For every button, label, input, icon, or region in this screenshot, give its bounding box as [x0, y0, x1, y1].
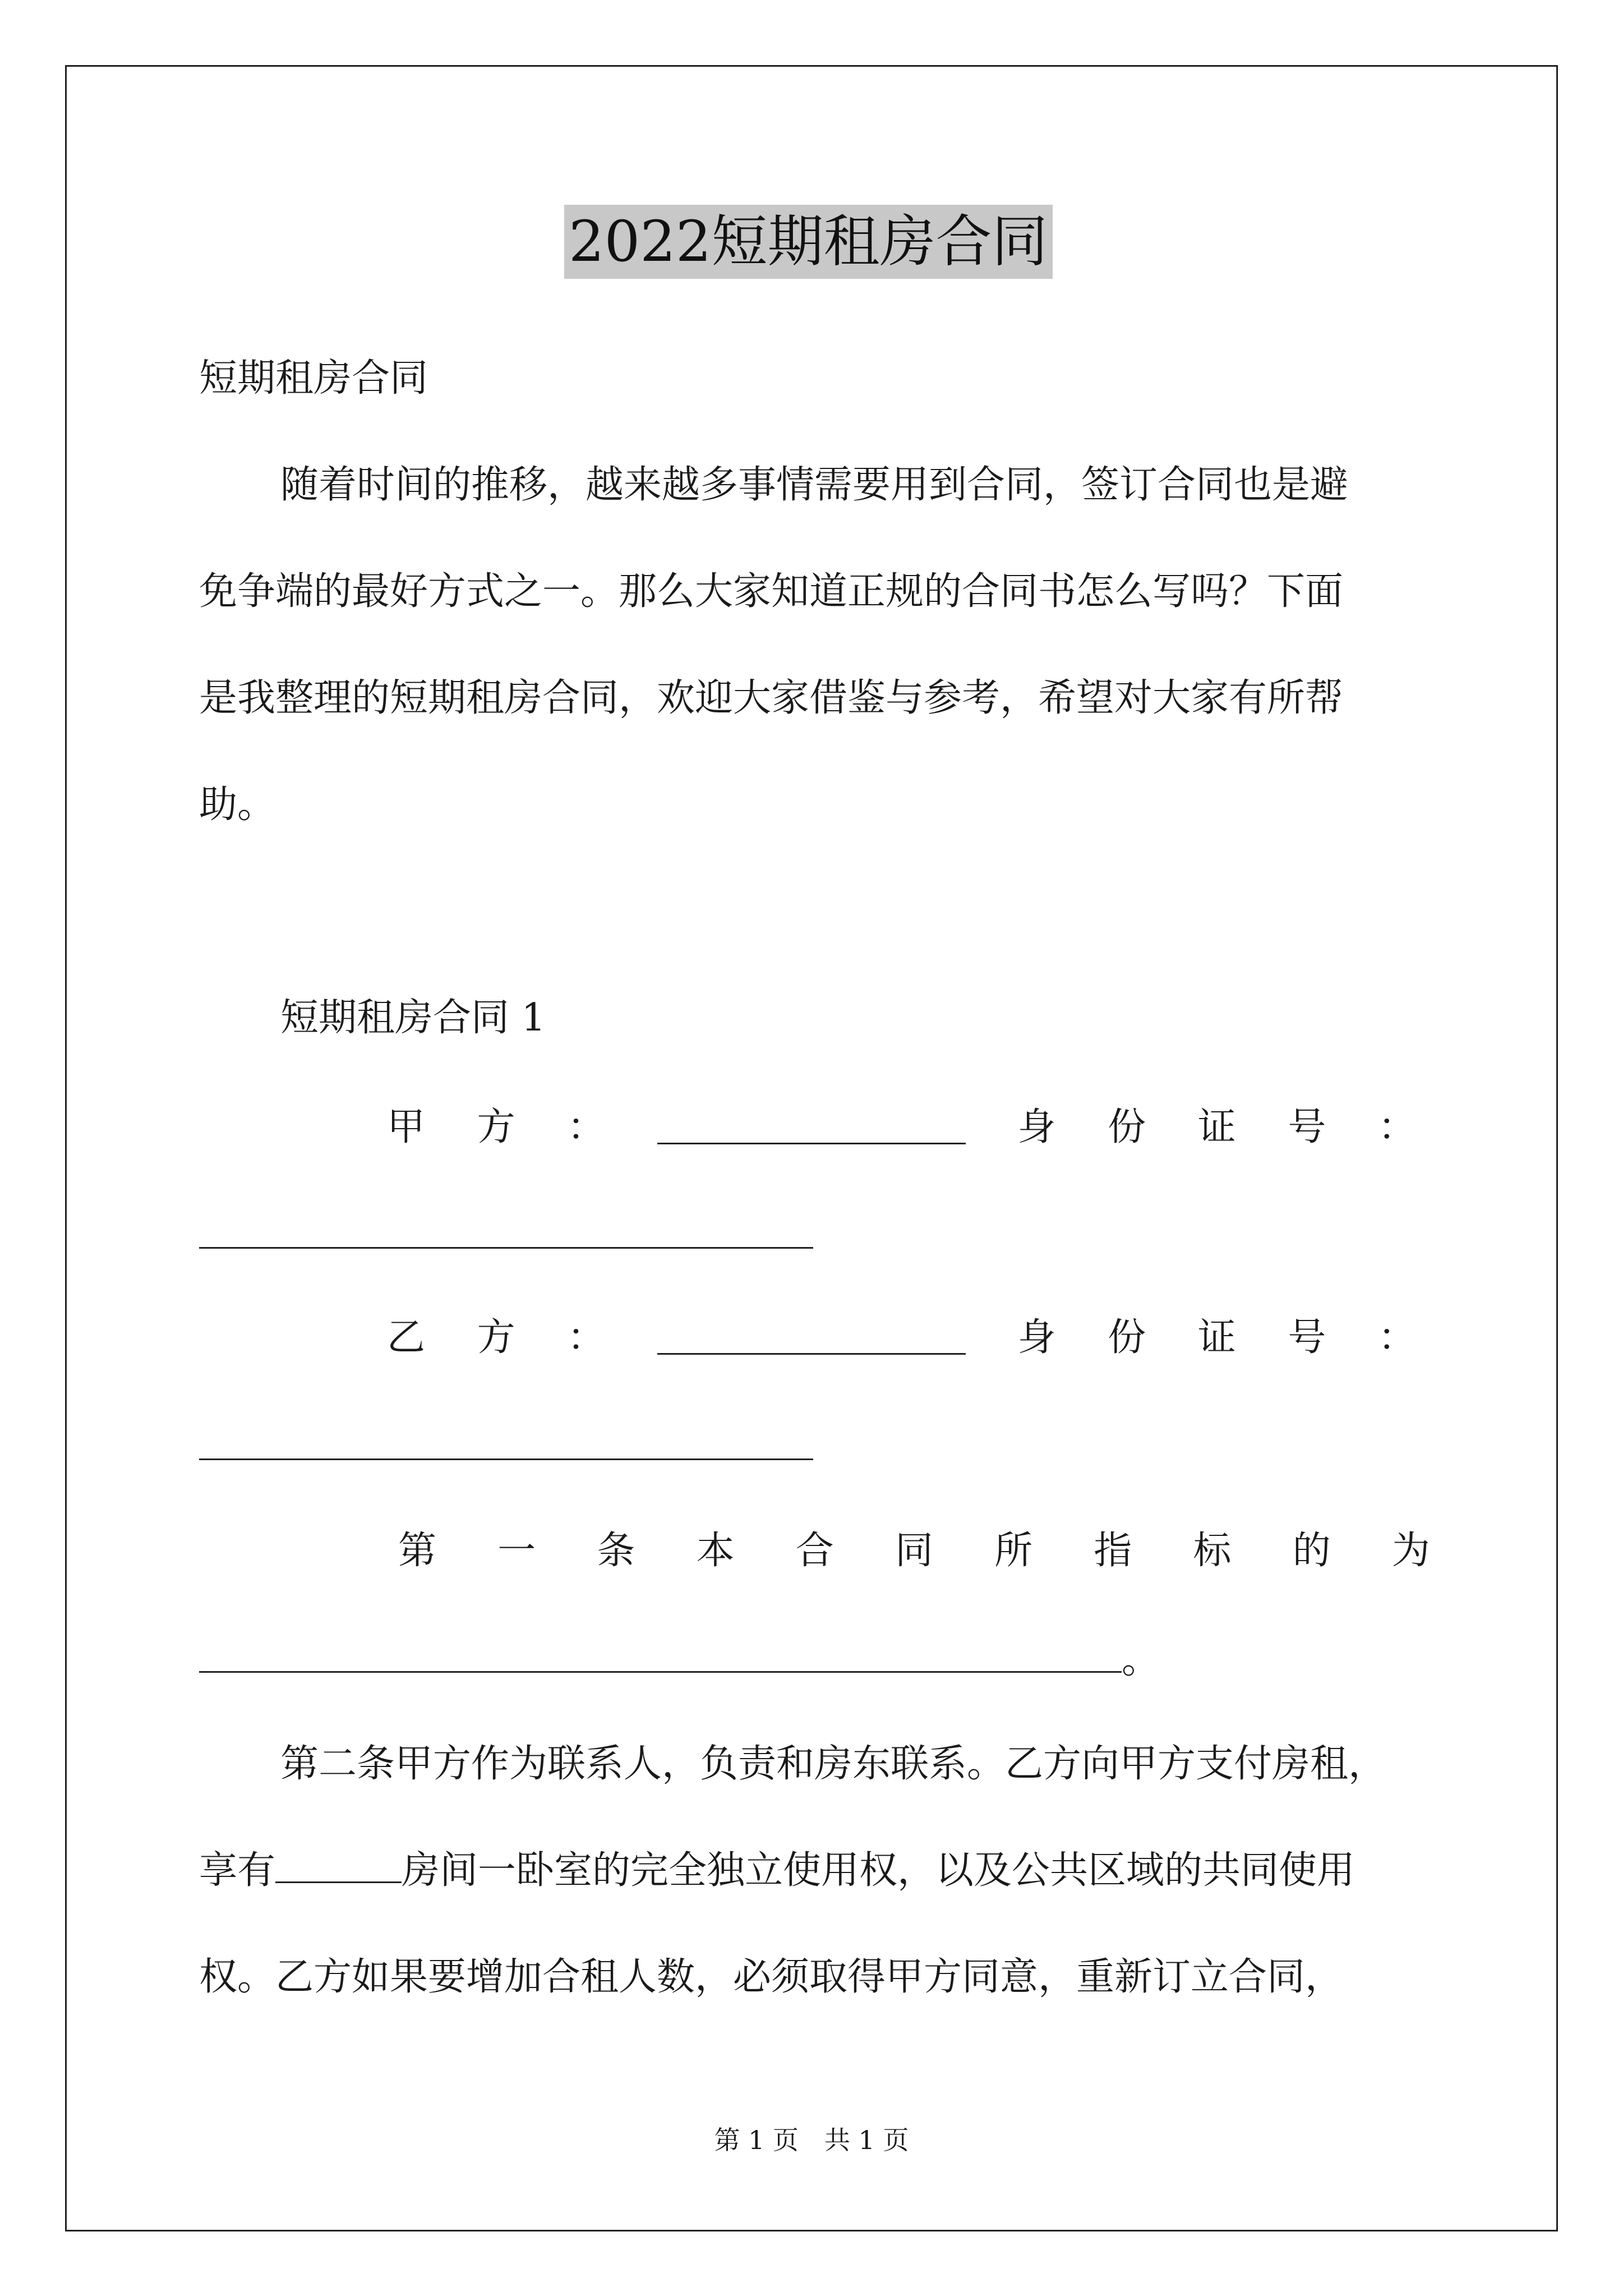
party-b-id-blank	[199, 1458, 813, 1460]
intro-line-4: 助。	[199, 783, 276, 827]
party-b-char: ：	[1377, 1315, 1416, 1360]
party-a-char: 号	[1288, 1105, 1326, 1149]
article-1-char: 第	[398, 1529, 437, 1573]
party-a-name-blank	[657, 1111, 966, 1144]
article-2-line-3: 权。乙方如果要增加合租人数，必须取得甲方同意，重新订立合同，	[199, 1955, 1344, 1999]
page-footer: 第 1 页 共 1 页	[714, 2125, 909, 2155]
article-1-char: 本	[696, 1529, 735, 1573]
subtitle: 短期租房合同	[199, 356, 428, 401]
intro-line-1: 随着时间的推移，越来越多事情需要用到合同，签订合同也是避	[280, 463, 1349, 507]
contract-heading: 短期租房合同 1	[280, 996, 546, 1040]
party-a-char: 份	[1108, 1105, 1146, 1149]
article-2-line-1: 第二条甲方作为联系人，负责和房东联系。乙方向甲方支付房租，	[280, 1742, 1387, 1786]
article-2-line-2	[199, 1846, 1355, 1896]
article-1-char: 标	[1193, 1529, 1232, 1573]
article-2-line-2-end: 房间一卧室的完全独立使用权，以及公共区域的共同使用	[402, 1848, 1355, 1893]
party-a-char: 证	[1197, 1105, 1236, 1149]
party-b-char: 方	[477, 1315, 515, 1360]
article-1-char: 所	[994, 1529, 1033, 1573]
party-a-char: ：	[1377, 1105, 1416, 1149]
article-1-object-line	[199, 1635, 1160, 1686]
party-a-char: 甲	[387, 1105, 426, 1149]
article-1-char: 合	[795, 1529, 834, 1573]
article-1-char: 一	[497, 1529, 536, 1573]
intro-line-3: 是我整理的短期租房合同，欢迎大家借鉴与参考，希望对大家有所帮	[199, 676, 1344, 720]
article-1-char: 同	[895, 1529, 933, 1573]
article-1-line	[398, 1526, 1430, 1576]
party-b-char: 证	[1197, 1315, 1236, 1360]
article-2-line-2-start: 享有	[199, 1848, 276, 1893]
article-1-char: 为	[1391, 1529, 1430, 1573]
party-b-char: 份	[1108, 1315, 1146, 1360]
party-b-char: ：	[567, 1315, 606, 1360]
article-1-object-blank	[199, 1640, 1122, 1673]
article-1-end: 。	[1122, 1638, 1160, 1682]
party-a-id-blank	[199, 1247, 813, 1249]
party-a-char: 身	[1017, 1105, 1056, 1149]
party-b-char: 身	[1017, 1315, 1056, 1360]
document-title: 2022短期租房合同	[564, 205, 1053, 279]
article-1-char: 的	[1292, 1529, 1331, 1573]
room-blank	[275, 1850, 402, 1883]
article-1-char: 条	[597, 1529, 635, 1573]
party-b-line	[387, 1313, 1416, 1363]
party-b-name-blank	[657, 1322, 966, 1355]
party-a-char: 方	[477, 1105, 515, 1149]
party-a-line	[387, 1102, 1416, 1153]
party-b-char: 号	[1288, 1315, 1326, 1360]
party-b-char: 乙	[387, 1315, 426, 1360]
article-1-char: 指	[1094, 1529, 1132, 1573]
party-a-char: ：	[567, 1105, 606, 1149]
intro-line-2: 免争端的最好方式之一。那么大家知道正规的合同书怎么写吗？下面	[199, 569, 1344, 614]
